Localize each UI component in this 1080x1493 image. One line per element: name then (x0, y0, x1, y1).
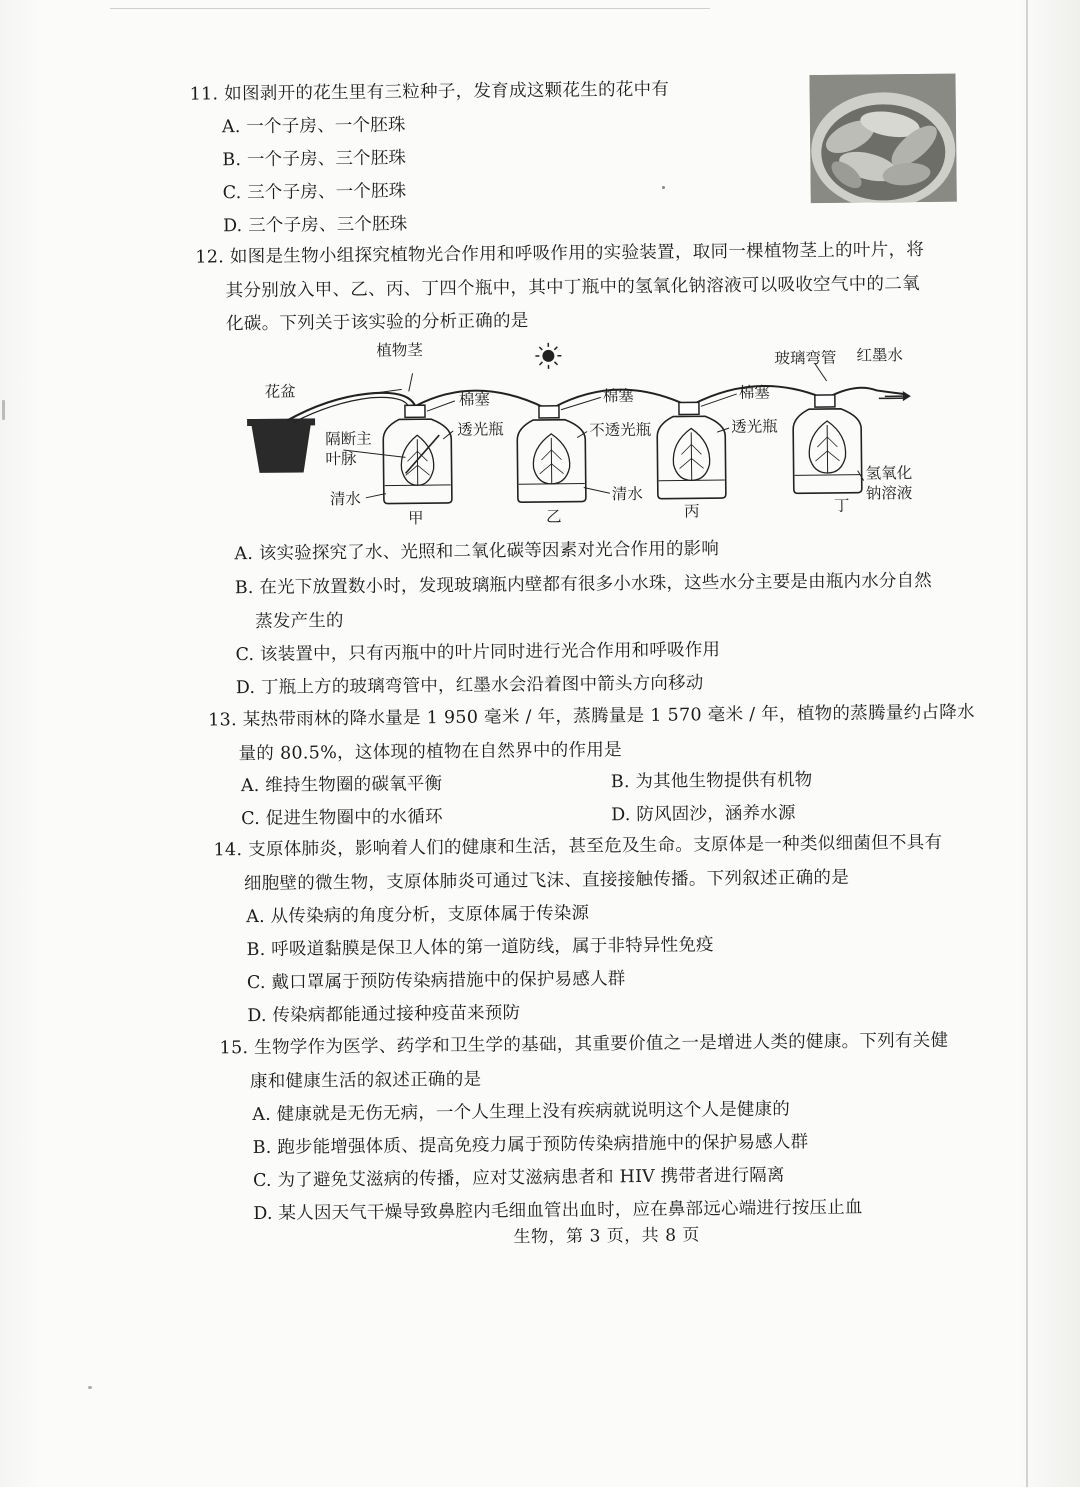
q11-stem: 11. 如图剥开的花生里有三粒种子，发育成这颗花生的花中有 (190, 79, 670, 106)
q13-option-a[interactable]: A. 维持生物圈的碳氧平衡 (241, 773, 443, 797)
q11-option-a[interactable]: A. 一个子房、一个胚珠 (222, 114, 406, 138)
q12-option-c[interactable]: C. 该装置中，只有丙瓶中的叶片同时进行光合作用和呼吸作用 (235, 639, 720, 666)
label-water-1: 清水 (330, 490, 362, 508)
sun-icon (535, 343, 561, 369)
q12-option-b[interactable]: B. 在光下放置数小时，发现玻璃瓶内壁都有很多小水珠，这些水分主要是由瓶内水分自然 (235, 570, 932, 599)
q12-option-d[interactable]: D. 丁瓶上方的玻璃弯管中，红墨水会沿着图中箭头方向移动 (236, 672, 704, 699)
label-opaque: 不透光瓶 (589, 421, 652, 440)
q12-stem-line1: 12. 如图是生物小组探究植物光合作用和呼吸作用的实验装置，取同一棵植物茎上的叶片，将 (195, 239, 924, 269)
q14-option-a[interactable]: A. 从传染病的角度分析，支原体属于传染源 (246, 902, 589, 928)
q12-stem-line3: 化碳。下列关于该实验的分析正确的是 (226, 310, 529, 335)
label-vein-cut-1: 隔断主 (325, 430, 372, 448)
label-pot: 花盆 (265, 382, 296, 401)
bottle-ding (793, 395, 862, 494)
label-bottle-jia: 甲 (408, 509, 424, 527)
label-naoh-1: 氢氧化 (866, 464, 913, 482)
q13-stem-line1: 13. 某热带雨林的降水量是 1 950 毫米 / 年，蒸腾量是 1 570 毫米 / 年，植物的蒸腾量约占降水 (208, 701, 975, 731)
label-bottle-yi: 乙 (546, 508, 562, 526)
label-stem: 植物茎 (376, 340, 424, 360)
q14-option-c[interactable]: C. 戴口罩属于预防传染病措施中的保护易感人群 (247, 968, 626, 994)
q14-stem-line2: 细胞壁的微生物，支原体肺炎可通过飞沫、直接接触传播。下列叙述正确的是 (244, 867, 849, 895)
label-transparent-2: 透光瓶 (731, 417, 778, 435)
q13-option-d[interactable]: D. 防风固沙，涵养水源 (611, 802, 796, 826)
peanut-photo (809, 74, 956, 204)
flower-pot (247, 418, 316, 473)
q11-option-d[interactable]: D. 三个子房、三个胚珠 (223, 213, 408, 237)
q14-option-b[interactable]: B. 呼吸道黏膜是保卫人体的第一道防线，属于非特异性免疫 (246, 934, 713, 961)
q14-stem-line1: 14. 支原体肺炎，影响着人们的健康和生活，甚至危及生命。支原体是一种类似细菌但不具有 (213, 832, 942, 862)
label-water-2: 清水 (612, 485, 644, 503)
q15-option-d[interactable]: D. 某人因天气干燥导致鼻腔内毛细血管出血时，应在鼻部远心端进行按压止血 (253, 1197, 862, 1225)
label-bottle-bing: 丙 (684, 502, 700, 520)
bottle-bing (657, 402, 726, 499)
q13-stem-line2: 量的 80.5%，这体现的植物在自然界中的作用是 (238, 739, 622, 765)
label-naoh-2: 钠溶液 (866, 483, 913, 502)
bottle-jia (383, 405, 452, 504)
label-cotton-3: 棉塞 (739, 384, 771, 402)
label-vein-cut-2: 叶脉 (325, 450, 357, 468)
label-transparent-1: 透光瓶 (457, 420, 504, 438)
experiment-diagram (236, 334, 938, 531)
label-glass-tube: 玻璃弯管 (774, 349, 836, 368)
q14-option-d[interactable]: D. 传染病都能通过接种疫苗来预防 (247, 1002, 520, 1027)
label-cotton-2: 棉塞 (603, 387, 635, 405)
q12-stem-line2: 其分别放入甲、乙、丙、丁四个瓶中，其中丁瓶中的氢氧化钠溶液可以吸收空气中的二氧 (226, 273, 920, 302)
q11-option-b[interactable]: B. 一个子房、三个胚珠 (222, 147, 406, 171)
q15-stem-line2: 康和健康生活的叙述正确的是 (250, 1069, 482, 1093)
page-footer: 生物，第 3 页，共 8 页 (513, 1220, 700, 1247)
q13-option-c[interactable]: C. 促进生物圈中的水循环 (241, 806, 443, 830)
bottle-yi (517, 406, 586, 503)
q13-option-b[interactable]: B. 为其他生物提供有机物 (611, 769, 813, 793)
scan-speck (662, 186, 665, 189)
scan-speck (88, 1386, 92, 1389)
q15-option-c[interactable]: C. 为了避免艾滋病的传播，应对艾滋病患者和 HIV 携带者进行隔离 (253, 1164, 785, 1192)
q11-option-c[interactable]: C. 三个子房、一个胚珠 (223, 180, 407, 204)
label-bottle-ding: 丁 (834, 497, 850, 515)
q15-option-a[interactable]: A. 健康就是无伤无病，一个人生理上没有疾病就说明这个人是健康的 (252, 1098, 790, 1126)
scan-mark (2, 400, 5, 420)
label-cotton-1: 棉塞 (459, 391, 491, 409)
q15-stem-line1: 15. 生物学作为医学、药学和卫生学的基础，其重要价值之一是增进人类的健康。下列有关健 (220, 1030, 949, 1060)
q12-option-b-cont: 蒸发产生的 (255, 610, 344, 633)
label-red-ink: 红墨水 (856, 346, 903, 364)
q12-option-a[interactable]: A. 该实验探究了水、光照和二氧化碳等因素对光合作用的影响 (234, 538, 719, 565)
q15-option-b[interactable]: B. 跑步能增强体质、提高免疫力属于预防传染病措施中的保护易感人群 (253, 1131, 809, 1159)
